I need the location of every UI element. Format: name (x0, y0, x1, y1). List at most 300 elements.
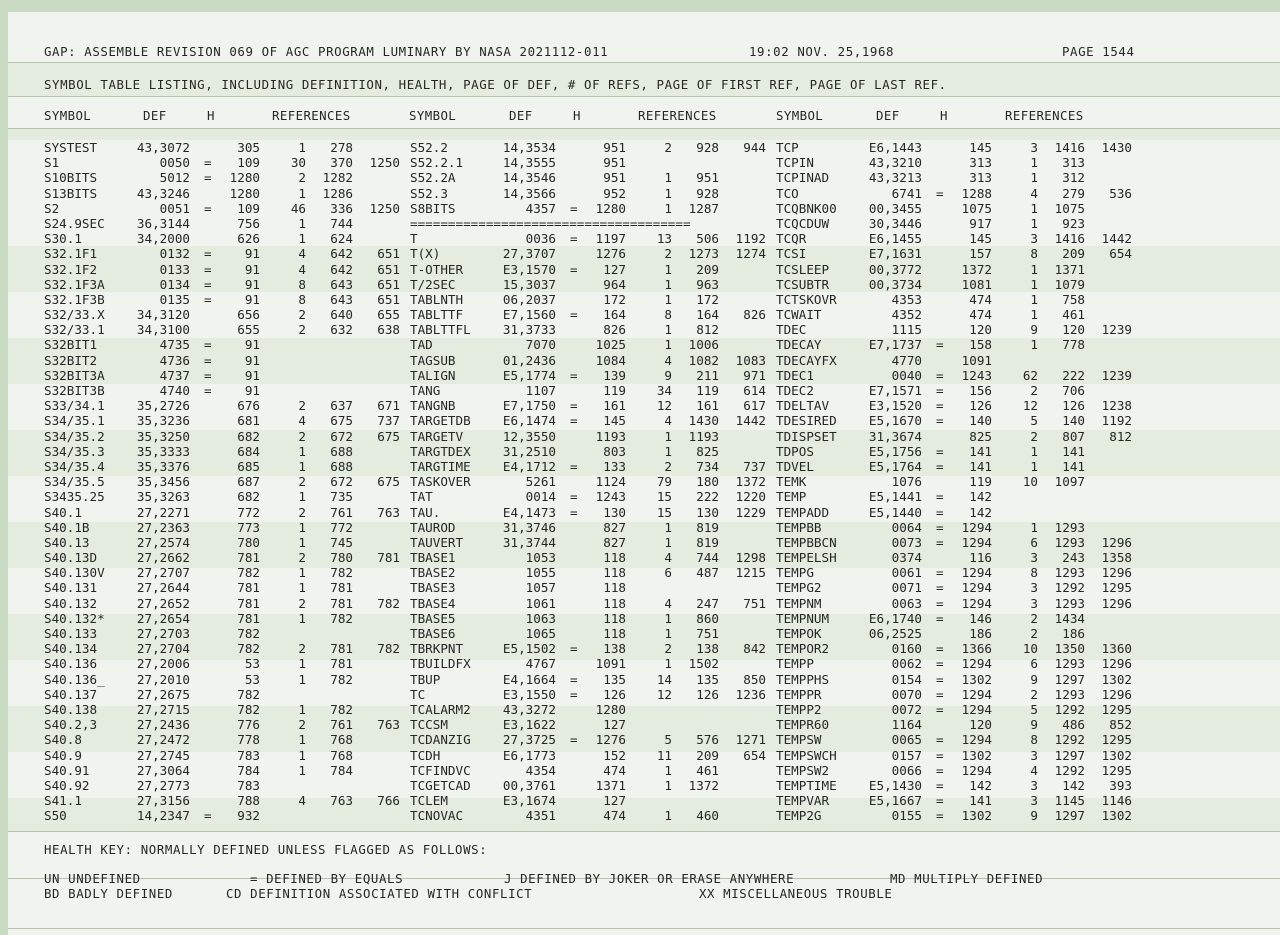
cell-symbol: TEMPOK (776, 626, 822, 641)
cell-last-ref: 1296 (1101, 595, 1132, 611)
cell-def: 0066 (891, 762, 922, 778)
cell-page: 964 (603, 276, 626, 292)
cell-last-ref: 763 (377, 504, 400, 520)
cell-refs: 1 (1030, 276, 1038, 292)
cell-def: 35,3236 (136, 413, 190, 429)
cell-health: = (570, 489, 578, 505)
cell-first-ref: 1502 (688, 656, 719, 672)
cell-page: 1288 (961, 185, 992, 201)
cell-def: E3,1550 (502, 686, 556, 702)
cell-first-ref: 1297 (1054, 671, 1085, 687)
cell-def: 43,3210 (868, 155, 922, 171)
cell-last-ref: 1250 (369, 200, 400, 216)
cell-def: 31,3746 (502, 519, 556, 535)
cell-symbol: TCSLEEP (776, 261, 830, 277)
cell-first-ref: 576 (696, 732, 719, 748)
cell-first-ref: 1075 (1054, 200, 1085, 216)
cell-health: = (204, 808, 212, 824)
cell-refs: 1 (664, 626, 672, 641)
cell-def: 0135 (159, 291, 190, 307)
table-row (0, 550, 1280, 565)
cell-page: 119 (969, 474, 992, 490)
cell-symbol: TABLTTFL (410, 322, 471, 338)
cell-page: 1294 (961, 656, 992, 672)
paper-band (8, 128, 1280, 140)
cell-def: 27,2715 (136, 701, 190, 717)
cell-refs: 1 (664, 808, 672, 824)
table-row (0, 580, 1280, 595)
cell-last-ref: 1250 (369, 155, 400, 171)
cell-symbol: TDECAY (776, 337, 822, 353)
cell-refs: 4 (1030, 762, 1038, 778)
cell-page: 781 (237, 550, 260, 566)
cell-first-ref: 819 (696, 534, 719, 550)
table-row (0, 474, 1280, 489)
cell-last-ref: 1220 (735, 489, 766, 505)
table-row (0, 398, 1280, 413)
cell-def: 27,3707 (502, 246, 556, 262)
cell-page: 146 (969, 610, 992, 626)
timestamp: 19:02 NOV. 25,1968 (749, 44, 895, 59)
cell-page: 91 (244, 337, 260, 353)
cell-page: 152 (603, 747, 626, 763)
cell-def: 27,2363 (136, 519, 190, 535)
cell-page: 1294 (961, 595, 992, 611)
cell-page: 120 (969, 717, 992, 733)
cell-first-ref: 642 (330, 261, 353, 277)
cell-def: 34,3100 (136, 322, 190, 338)
cell-page: 952 (603, 185, 626, 201)
cell-page: 1294 (961, 732, 992, 748)
cell-page: 1243 (961, 367, 992, 383)
cell-last-ref: 1296 (1101, 534, 1132, 550)
cell-def: 43,3072 (136, 140, 190, 155)
cell-last-ref: 536 (1109, 185, 1132, 201)
cell-symbol: TAUVERT (410, 534, 464, 550)
cell-def: 0036 (525, 231, 556, 247)
cell-first-ref: 161 (696, 398, 719, 414)
cell-refs: 6 (664, 565, 672, 581)
cell-def: 14,3546 (502, 170, 556, 186)
cell-refs: 1 (1030, 261, 1038, 277)
cell-refs: 1 (664, 762, 672, 778)
cell-refs: 1 (664, 185, 672, 201)
table-row (0, 702, 1280, 717)
cell-first-ref: 1297 (1054, 808, 1085, 824)
cell-page: 682 (237, 428, 260, 444)
cell-def: 12,3550 (502, 428, 556, 444)
cell-health: = (204, 276, 212, 292)
cell-def: 27,2006 (136, 656, 190, 672)
cell-health: = (936, 565, 944, 581)
cell-refs: 1 (1030, 337, 1038, 353)
cell-first-ref: 336 (330, 200, 353, 216)
cell-page: 156 (969, 383, 992, 398)
cell-symbol: S40.1B (44, 519, 90, 535)
cell-first-ref: 186 (1062, 626, 1085, 641)
cell-page: 474 (969, 307, 992, 323)
cell-def: 0070 (891, 686, 922, 702)
cell-symbol: S33/34.1 (44, 398, 105, 414)
cell-health: = (936, 808, 944, 824)
cell-last-ref: 1442 (1101, 231, 1132, 247)
cell-def: 35,3376 (136, 458, 190, 474)
cell-symbol: S52.3 (410, 185, 448, 201)
cell-first-ref: 1293 (1054, 565, 1085, 581)
cell-symbol: TCLEM (410, 793, 448, 809)
cell-def: 31,2510 (502, 443, 556, 459)
cell-refs: 1 (1030, 155, 1038, 171)
cell-def: 1061 (525, 595, 556, 611)
cell-last-ref: 1296 (1101, 656, 1132, 672)
cell-refs: 1 (298, 762, 306, 778)
cell-def: 14,3566 (502, 185, 556, 201)
cell-def: 30,3446 (868, 215, 922, 231)
cell-first-ref: 1273 (688, 246, 719, 262)
cell-refs: 2 (1030, 428, 1038, 444)
cell-refs: 1 (664, 610, 672, 626)
cell-symbol: TDVEL (776, 458, 814, 474)
cell-page: 782 (237, 565, 260, 581)
paper-rule (8, 96, 1280, 97)
cell-first-ref: 180 (696, 474, 719, 490)
cell-health: = (204, 383, 212, 398)
cell-page: 1294 (961, 580, 992, 596)
table-row (0, 520, 1280, 535)
cell-def: E5,1440 (868, 504, 922, 520)
cell-health: = (936, 398, 944, 414)
cell-def: 1057 (525, 580, 556, 596)
cell-refs: 3 (1030, 140, 1038, 155)
cell-first-ref: 784 (330, 762, 353, 778)
cell-symbol: TARGTDEX (410, 443, 471, 459)
cell-refs: 1 (664, 777, 672, 793)
cell-symbol: TEMPNM (776, 595, 822, 611)
cell-last-ref: 614 (743, 383, 766, 398)
health-key-line-2 (44, 886, 1144, 902)
cell-symbol: TASKOVER (410, 474, 471, 490)
cell-page: 53 (244, 656, 260, 672)
cell-refs: 2 (298, 717, 306, 733)
cell-first-ref: 672 (330, 474, 353, 490)
table-row (0, 170, 1280, 185)
cell-last-ref: 782 (377, 595, 400, 611)
cell-page: 145 (969, 231, 992, 247)
cell-page: 118 (603, 610, 626, 626)
cell-refs: 1 (298, 565, 306, 581)
cell-refs: 1 (298, 519, 306, 535)
cell-def: E5,1774 (502, 367, 556, 383)
cell-def: E4,1664 (502, 671, 556, 687)
cell-last-ref: 1442 (735, 413, 766, 429)
health-key-line-1 (44, 871, 1144, 887)
cell-first-ref: 1292 (1054, 580, 1085, 596)
cell-refs: 3 (1030, 550, 1038, 566)
cell-last-ref: 1239 (1101, 322, 1132, 338)
cell-first-ref: 807 (1062, 428, 1085, 444)
table-row (0, 368, 1280, 383)
cell-symbol: ===================================== (410, 215, 691, 231)
cell-def: 27,3725 (502, 732, 556, 748)
cell-last-ref: 1298 (735, 550, 766, 566)
table-row (0, 732, 1280, 747)
cell-refs: 2 (664, 458, 672, 474)
cell-page: 1372 (961, 261, 992, 277)
cell-refs: 5 (664, 732, 672, 748)
cell-symbol: TBASE5 (410, 610, 456, 626)
cell-refs: 1 (664, 200, 672, 216)
cell-symbol: S40.91 (44, 762, 90, 778)
cell-last-ref: 1192 (735, 231, 766, 247)
cell-last-ref: 1271 (735, 732, 766, 748)
cell-first-ref: 1287 (688, 200, 719, 216)
cell-page: 827 (603, 519, 626, 535)
cell-health: = (570, 504, 578, 520)
cell-page: 91 (244, 276, 260, 292)
cell-symbol: TDISPSET (776, 428, 837, 444)
cell-def: 1076 (891, 474, 922, 490)
cell-refs: 3 (1030, 777, 1038, 793)
cell-symbol: S40.137 (44, 686, 98, 702)
cell-symbol: S41.1 (44, 793, 82, 809)
cell-page: 109 (237, 155, 260, 171)
cell-refs: 1 (664, 534, 672, 550)
cell-page: 139 (603, 367, 626, 383)
cell-page: 126 (603, 686, 626, 702)
cell-def: 43,3213 (868, 170, 922, 186)
program-line: GAP: ASSEMBLE REVISION 069 OF AGC PROGRAM LUMINARY BY NASA 2021112-011 (44, 44, 609, 59)
cell-health: = (936, 458, 944, 474)
cell-page: 1294 (961, 762, 992, 778)
cell-health: = (936, 701, 944, 717)
cell-def: 0050 (159, 155, 190, 171)
cell-refs: 8 (664, 307, 672, 323)
cell-symbol: TCWAIT (776, 307, 822, 323)
cell-first-ref: 675 (330, 413, 353, 429)
table-row (0, 778, 1280, 793)
cell-symbol: S40.92 (44, 777, 90, 793)
cell-health: = (936, 383, 944, 398)
cell-first-ref: 781 (330, 641, 353, 657)
cell-first-ref: 1292 (1054, 762, 1085, 778)
cell-def: 15,3037 (502, 276, 556, 292)
cell-symbol: TCTSKOVR (776, 291, 837, 307)
cell-health: = (204, 291, 212, 307)
table-row (0, 216, 1280, 231)
cell-page: 474 (603, 808, 626, 824)
cell-def: 43,3246 (136, 185, 190, 201)
cell-refs: 3 (1030, 580, 1038, 596)
cell-symbol: S1 (44, 155, 60, 171)
cell-symbol: S34/35.4 (44, 458, 105, 474)
cell-first-ref: 758 (1062, 291, 1085, 307)
cell-last-ref: 393 (1109, 777, 1132, 793)
cell-def: E3,1622 (502, 717, 556, 733)
cell-refs: 15 (656, 489, 672, 505)
cell-refs: 1 (298, 732, 306, 748)
cell-health: = (936, 504, 944, 520)
cell-health: = (204, 246, 212, 262)
cell-symbol: TEMPVAR (776, 793, 830, 809)
cell-refs: 2 (298, 170, 306, 186)
cell-first-ref: 1082 (688, 352, 719, 368)
cell-health: = (204, 352, 212, 368)
cell-refs: 14 (656, 671, 672, 687)
cell-first-ref: 744 (330, 215, 353, 231)
cell-first-ref: 486 (1062, 717, 1085, 733)
cell-symbol: S8BITS (410, 200, 456, 216)
cell-first-ref: 1297 (1054, 747, 1085, 763)
cell-def: 0051 (159, 200, 190, 216)
cell-last-ref: 852 (1109, 717, 1132, 733)
cell-first-ref: 1416 (1054, 231, 1085, 247)
cell-def: 4735 (159, 337, 190, 353)
cell-def: 4770 (891, 352, 922, 368)
cell-def: 27,2745 (136, 747, 190, 763)
cell-def: E6,1443 (868, 140, 922, 155)
cell-symbol: TCQBNK00 (776, 200, 837, 216)
cell-symbol: S40.136 (44, 656, 98, 672)
cell-page: 783 (237, 747, 260, 763)
cell-refs: 4 (664, 550, 672, 566)
cell-def: 27,2703 (136, 626, 190, 641)
cell-def: 34,3120 (136, 307, 190, 323)
col-def-1: DEF (143, 108, 167, 123)
table-row (0, 262, 1280, 277)
table-row (0, 808, 1280, 823)
cell-first-ref: 643 (330, 276, 353, 292)
col-symbol-1: SYMBOL (44, 108, 92, 123)
cell-page: 141 (969, 793, 992, 809)
cell-def: 27,2472 (136, 732, 190, 748)
cell-last-ref: 651 (377, 246, 400, 262)
cell-symbol: S2 (44, 200, 60, 216)
cell-last-ref: 1295 (1101, 762, 1132, 778)
cell-refs: 8 (298, 276, 306, 292)
cell-first-ref: 312 (1062, 170, 1085, 186)
cell-symbol: S40.136_ (44, 671, 105, 687)
cell-health: = (570, 231, 578, 247)
cell-first-ref: 461 (1062, 307, 1085, 323)
cell-refs: 9 (1030, 322, 1038, 338)
cell-symbol: TCSI (776, 246, 807, 262)
cell-first-ref: 1282 (322, 170, 353, 186)
cell-symbol: S40.1 (44, 504, 82, 520)
cell-refs: 12 (656, 398, 672, 414)
cell-last-ref: 1295 (1101, 580, 1132, 596)
cell-page: 776 (237, 717, 260, 733)
cell-symbol: TDEC1 (776, 367, 814, 383)
cell-health: = (936, 534, 944, 550)
cell-symbol: TCDH (410, 747, 441, 763)
cell-def: E3,1674 (502, 793, 556, 809)
cell-refs: 4 (664, 595, 672, 611)
table-row (0, 246, 1280, 261)
cell-page: 781 (237, 580, 260, 596)
table-row (0, 611, 1280, 626)
cell-first-ref: 642 (330, 246, 353, 262)
cell-page: 91 (244, 291, 260, 307)
cell-refs: 1 (1030, 519, 1038, 535)
cell-symbol: TCCSM (410, 717, 448, 733)
cell-symbol: TEMPG (776, 565, 814, 581)
cell-health: = (936, 747, 944, 763)
listing-subtitle: SYMBOL TABLE LISTING, INCLUDING DEFINITION, HEALTH, PAGE OF DEF, # OF REFS, PAGE OF FIRST REF, PAGE OF LAST REF. (44, 77, 947, 92)
cell-page: 1124 (595, 474, 626, 490)
col-references-1: REFERENCES (272, 108, 351, 123)
cell-symbol: TBASE6 (410, 626, 456, 641)
cell-first-ref: 313 (1062, 155, 1085, 171)
cell-symbol: S40.134 (44, 641, 98, 657)
cell-health: = (204, 261, 212, 277)
cell-symbol: S40.133 (44, 626, 98, 641)
cell-refs: 46 (290, 200, 306, 216)
cell-symbol: TDPOS (776, 443, 814, 459)
cell-def: 0014 (525, 489, 556, 505)
cell-refs: 30 (290, 155, 306, 171)
cell-symbol: TEMP (776, 489, 807, 505)
cell-first-ref: 860 (696, 610, 719, 626)
cell-last-ref: 1215 (735, 565, 766, 581)
cell-page: 135 (603, 671, 626, 687)
cell-symbol: S52.2.1 (410, 155, 464, 171)
cell-health: = (570, 732, 578, 748)
cell-first-ref: 1293 (1054, 534, 1085, 550)
cell-first-ref: 637 (330, 398, 353, 414)
cell-page: 951 (603, 170, 626, 186)
cell-def: 14,3555 (502, 155, 556, 171)
cell-page: 1197 (595, 231, 626, 247)
cell-symbol: S32BIT2 (44, 352, 98, 368)
cell-symbol: TAT (410, 489, 433, 505)
cell-refs: 1 (664, 656, 672, 672)
cell-refs: 15 (656, 504, 672, 520)
cell-def: 0040 (891, 367, 922, 383)
cell-page: 91 (244, 261, 260, 277)
cell-last-ref: 675 (377, 428, 400, 444)
cell-def: 31,3744 (502, 534, 556, 550)
cell-last-ref: 1146 (1101, 793, 1132, 809)
cell-refs: 1 (1030, 291, 1038, 307)
cell-refs: 1 (298, 747, 306, 763)
cell-page: 118 (603, 565, 626, 581)
cell-symbol: S34/35.1 (44, 413, 105, 429)
cell-refs: 1 (664, 443, 672, 459)
cell-first-ref: 135 (696, 671, 719, 687)
cell-refs: 1 (298, 580, 306, 596)
cell-page: 118 (603, 550, 626, 566)
cell-last-ref: 1360 (1101, 641, 1132, 657)
table-row (0, 337, 1280, 352)
cell-first-ref: 209 (696, 747, 719, 763)
cell-first-ref: 1006 (688, 337, 719, 353)
cell-health: = (936, 656, 944, 672)
cell-def: 0133 (159, 261, 190, 277)
table-row (0, 322, 1280, 337)
cell-page: 313 (969, 170, 992, 186)
cell-refs: 8 (1030, 246, 1038, 262)
cell-symbol: TEMPP2 (776, 701, 822, 717)
cell-symbol: S40.13D (44, 550, 98, 566)
cell-page: 91 (244, 352, 260, 368)
health-un: UN UNDEFINED (44, 871, 141, 886)
cell-def: 31,3733 (502, 322, 556, 338)
cell-symbol: S50 (44, 808, 67, 824)
table-row (0, 383, 1280, 398)
cell-def: 35,3456 (136, 474, 190, 490)
cell-symbol: TCSUBTR (776, 276, 830, 292)
cell-def: 34,2000 (136, 231, 190, 247)
